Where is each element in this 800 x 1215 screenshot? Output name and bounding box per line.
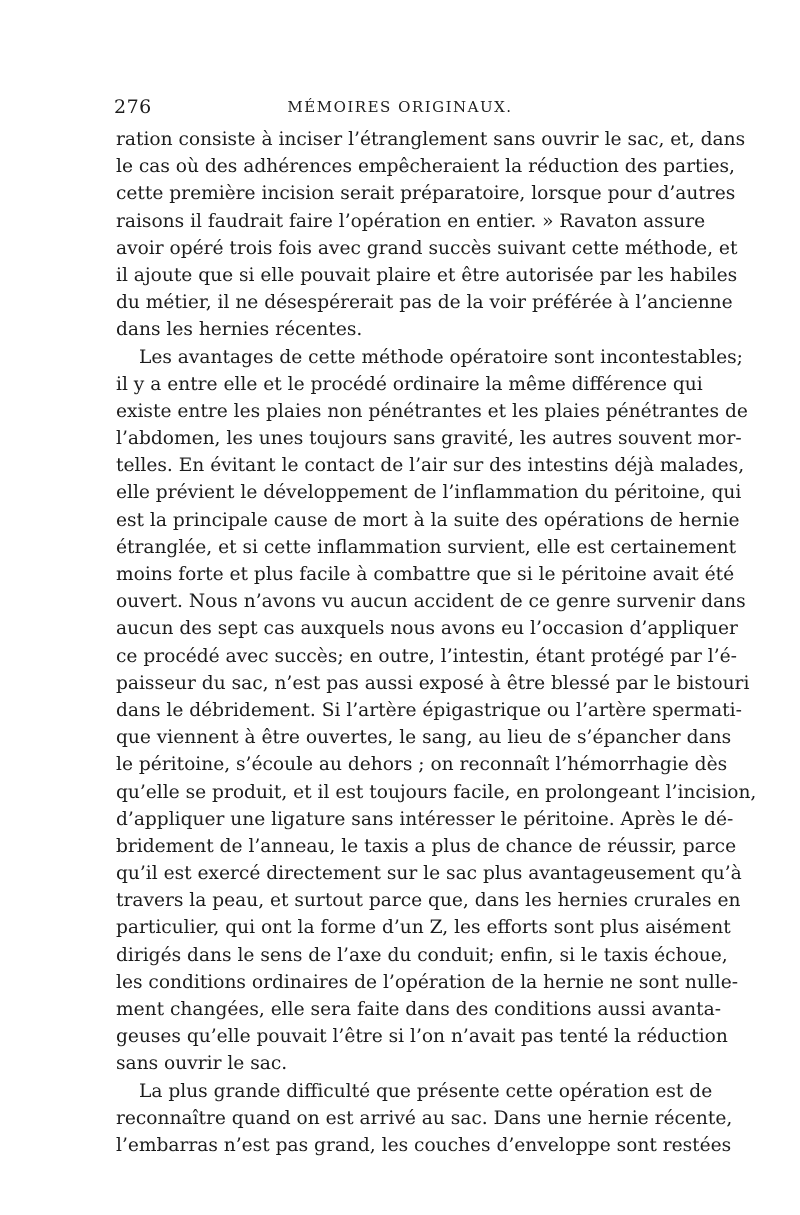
text-line: bridement de l’anneau, le taxis a plus de chance de réussir, parce: [116, 835, 737, 857]
text-line: étranglée, et si cette inflammation survient, elle est certainement: [116, 536, 737, 558]
text-line: existe entre les plaies non pénétrantes et les plaies pénétrantes de: [116, 400, 748, 422]
text-line: est la principale cause de mort à la suite des opérations de hernie: [116, 509, 740, 531]
paragraph-start-line: Les avantages de cette méthode opératoire sont incontestables;: [139, 346, 743, 368]
text-line: ce procédé avec succès; en outre, l’intestin, étant protégé par l’é-: [116, 645, 737, 667]
body-text: [116, 126, 757, 1159]
text-line: raisons il faudrait faire l’opération en entier. » Ravaton assure: [116, 210, 706, 232]
text-line: l’abdomen, les unes toujours sans gravité, les autres souvent mor-: [116, 428, 742, 450]
text-line: sans ouvrir le sac.: [116, 1053, 288, 1075]
text-line: d’appliquer une ligature sans intéresser le péritoine. Après le dé-: [116, 808, 734, 830]
text-line: l’embarras n’est pas grand, les couches d’enveloppe sont restées: [116, 1134, 732, 1156]
text-line: le cas où des adhérences empêcheraient la réduction des parties,: [116, 156, 735, 178]
text-line: ment changées, elle sera faite dans des conditions aussi avanta-: [116, 999, 721, 1020]
text-line: avoir opéré trois fois avec grand succès suivant cette méthode, et: [116, 237, 738, 259]
running-title: MÉMOIRES ORIGINAUX.: [287, 98, 513, 116]
text-line: qu’il est exercé directement sur le sac plus avantageusement qu’à: [116, 863, 742, 885]
text-line: le péritoine, s’écoule au dehors ; on reconnaît l’hémorrhagie dès: [116, 754, 728, 776]
text-line: ouvert. Nous n’avons vu aucun accident de ce genre survenir dans: [116, 591, 746, 613]
text-line: ration consiste à inciser l’étranglement sans ouvrir le sac, et, dans: [116, 129, 746, 150]
text-line: aucun des sept cas auxquels nous avons eu l’occasion d’appliquer: [116, 618, 738, 640]
text-line: cette première incision serait préparatoire, lorsque pour d’autres: [116, 183, 736, 205]
page-header: [114, 96, 686, 124]
text-line: telles. En évitant le contact de l’air sur des intestins déjà malades,: [116, 455, 745, 477]
text-line: particulier, qui ont la forme d’un Z, les efforts sont plus aisément: [116, 917, 731, 939]
text-line: travers la peau, et surtout parce que, dans les hernies crurales en: [116, 890, 741, 912]
text-line: du métier, il ne désespérerait pas de la voir préférée à l’ancienne: [116, 292, 733, 314]
text-line: les conditions ordinaires de l’opération de la hernie ne sont nulle-: [116, 971, 738, 993]
text-line: dirigés dans le sens de l’axe du conduit; enfin, si le taxis échoue,: [116, 944, 728, 966]
text-line: elle prévient le développement de l’inflammation du péritoine, qui: [116, 482, 742, 504]
text-line: qu’elle se produit, et il est toujours facile, en prolongeant l’incision,: [116, 781, 757, 803]
text-line: dans le débridement. Si l’artère épigastrique ou l’artère spermati-: [116, 699, 742, 721]
text-line: que viennent à être ouvertes, le sang, au lieu de s’épancher dans: [116, 727, 732, 749]
paragraph-start-line: La plus grande difficulté que présente cette opération est de: [139, 1080, 713, 1102]
text-line: paisseur du sac, n’est pas aussi exposé à être blessé par le bistouri: [116, 672, 750, 694]
text-line: geuses qu’elle pouvait l’être si l’on n’avait pas tenté la réduction: [116, 1026, 728, 1048]
text-line: dans les hernies récentes.: [116, 319, 363, 341]
text-line: moins forte et plus facile à combattre que si le péritoine avait été: [116, 564, 735, 585]
text-line: reconnaître quand on est arrivé au sac. Dans une hernie récente,: [116, 1107, 733, 1129]
text-line: il ajoute que si elle pouvait plaire et être autorisée par les habiles: [116, 264, 738, 286]
page-number: 276: [114, 96, 152, 118]
text-line: il y a entre elle et le procédé ordinaire la même différence qui: [116, 373, 703, 395]
